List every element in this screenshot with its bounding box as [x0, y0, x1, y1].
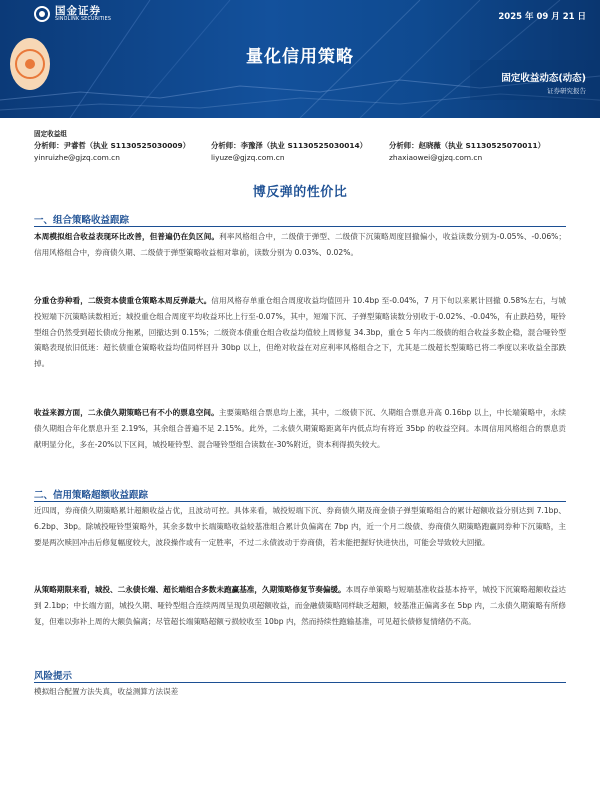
section-divider: [34, 501, 566, 502]
paragraph-lead: 从策略期限来看，城投、二永债长端、超长端组合多数未跑赢基准，久期策略修复节奏偏缓。: [34, 585, 346, 594]
paragraph-text: 信用风格存单重仓组合周度收益均值回升 10.4bp 至-0.04%，7 月下旬以来累计回撤 0.58%左右，与城投短端下沉策略读数相近；城投重仓组合周度平均收益环比上行至-0.07%，其中，短端下沉、子弹型策略读数分别收于-0.02%、-0.04%，有止跌趋势，哑铃型组合仍然受到超长债成分拖累，回撤达到 0.15%；二级资本债重仓组合收益均值较上周修复 34.3bp，重仓 5 年内二级债的组合收益多数企稳，混合哑铃型策略表现依旧低迷：超长债重仓策略收益均值同样回升 30bp 以上，但绝对收益在对应利率风格组合之下，尤其是二级超长型策略已将二季度以来收益全部跌掉。: [34, 296, 566, 369]
section-divider: [34, 682, 566, 683]
brand-name-cn: 国金证券: [55, 5, 101, 17]
section-divider: [34, 226, 566, 227]
analyst-name: 分析师：赵晓薇（执业 S1130525070011）: [389, 141, 546, 150]
section-heading: 二、信用策略超额收益跟踪: [34, 490, 149, 501]
paragraph: [34, 405, 566, 452]
analyst-email[interactable]: yinruizhe@gjzq.com.cn: [34, 153, 120, 162]
paragraph: [34, 582, 566, 629]
paragraph-lead: 分重仓券种看，二级资本债重仓策略本周反弹最大。: [34, 296, 212, 305]
report-series: 固定收益动态(动态): [501, 73, 586, 84]
paragraph-text: 主要策略组合票息均上涨，其中，二级债下沉、久期组合票息升高 0.16bp 以上，中长端策略中，永续债久期组合年化票息升至 2.19%，其余组合普遍不足 2.15%。此外，二永债久期策略距离年内低点均有将近 35bp 的收益空间。本周信用风格组合的票息贡献明显分化，多在-20%以下区间，城投哑铃型、混合哑铃型组合读数在-30%附近，资本利得损失较大。: [34, 408, 567, 449]
paragraph-text: 本周存单策略与短端基准收益基本持平，城投下沉策略超额收益达到 2.1bp；中长端方面，城投久期、哑铃型组合连续两周呈现负项超额收益，而金融债策略同样缺乏超额，较基准正偏离多在 5bp 内，二永债久期策略有所修复，但难以弥补上周的大额负偏离；尽管超长端策略超额亏损较收至 10bp 内，然而持续性跑输基准，可见超长债修复情绪仍不高。: [34, 585, 567, 626]
risk-text: 模拟组合配置方法失真，收益测算方法误差: [34, 687, 179, 696]
paragraph: [34, 503, 566, 550]
paragraph: [34, 293, 566, 372]
logo-emblem-icon: [34, 6, 50, 22]
report-title: 博反弹的性价比: [252, 185, 348, 200]
brand-name-en: SINOLINK SECURITIES: [55, 16, 112, 22]
report-category-title: 量化信用策略: [246, 47, 354, 67]
analyst-name: 分析师：尹睿哲（执业 S1130525030009）: [34, 141, 191, 150]
paragraph-text: 近四周，券商债久期策略累计超额收益占优，且波动可控。具体来看，城投短端下沉、券商债久期及商金债子弹型策略组合的累计超额收益分别达到 7.1bp、6.2bp、3bp。除城投哑铃型策略外，其余多数中长端策略收益较基准组合累计负偏离在 7bp 内，近一个月二级债、券商债久期策略跑赢同券种下沉策略，主要是两次赎回冲击后修复幅度较大，波段操作或有一定胜率，不过二永债波动于券商债，若未能把握好快进快出，可能会导致较大回撤。: [34, 506, 566, 547]
team-group: 固定收益组: [34, 130, 67, 138]
analyst-3: [389, 140, 545, 164]
report-date: 2025 年 09 月 21 日: [498, 12, 586, 22]
report-banner: [0, 0, 600, 118]
paragraph-lead: 本周模拟组合收益表现环比改善，但普遍仍在负区间。: [34, 232, 220, 241]
paragraph-text: 利率风格组合中，二级债于弹型、二级债下沉策略周度回撤偏小，收益读数分别为-0.05%、-0.06%；信用风格组合中，券商债久期、二级债于弹型策略收益相对靠前，读数分别为 0.03%、0.02%。: [34, 232, 566, 257]
risk-heading: 风险提示: [34, 671, 73, 682]
paragraph-lead: 收益来源方面，二永债久期策略已有不小的票息空间。: [34, 408, 219, 417]
report-type: 证券研究报告: [547, 87, 586, 95]
analyst-email[interactable]: liyuze@gjzq.com.cn: [211, 153, 285, 162]
analyst-email[interactable]: zhaxiaowei@gjzq.com.cn: [389, 153, 483, 162]
brand-logo: [34, 6, 111, 22]
paragraph: [34, 229, 566, 261]
analyst-1: [34, 140, 190, 164]
analyst-name: 分析师：李豫泽（执业 S1130525030014）: [211, 141, 368, 150]
analyst-2: [211, 140, 367, 164]
section-heading: 一、组合策略收益跟踪: [34, 215, 130, 226]
